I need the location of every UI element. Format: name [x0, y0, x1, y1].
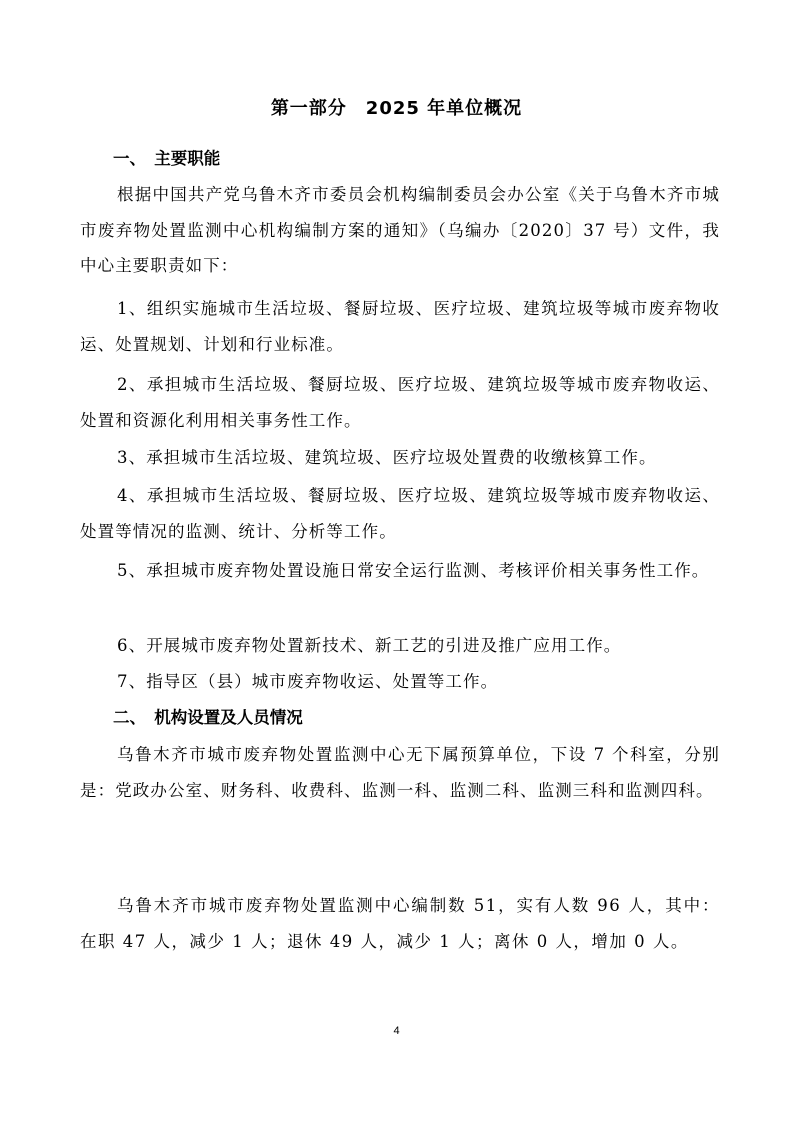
function-item-6: 6、开展城市废弃物处置新技术、新工艺的引进及推广应用工作。 [117, 636, 622, 655]
functions-intro-paragraph: 根据中国共产党乌鲁木齐市委员会机构编制委员会办公室《关于乌鲁木齐市城市废弃物处置监测中心机构编制方案的通知》（乌编办〔2020〕37 号）文件，我中心主要职责如下： [80, 185, 720, 275]
function-item-3: 3、承担城市生活垃圾、建筑垃圾、医疗垃圾处置费的收缴核算工作。 [117, 448, 657, 467]
organization-paragraph: 乌鲁木齐市城市废弃物处置监测中心无下属预算单位，下设 7 个科室，分别是：党政办公室、财务科、收费科、监测一科、监测二科、监测三科和监测四科。 [80, 745, 720, 800]
function-item-2: 2、承担城市生活垃圾、餐厨垃圾、医疗垃圾、建筑垃圾等城市废弃物收运、处置和资源化利用相关事务性工作。 [80, 375, 720, 430]
staffing-paragraph: 乌鲁木齐市城市废弃物处置监测中心编制数 51，实有人数 96 人，其中：在职 47 人，减少 1 人；退休 49 人，减少 1 人；离休 0 人，增加 0 人。 [80, 896, 720, 951]
function-item-1: 1、组织实施城市生活垃圾、餐厨垃圾、医疗垃圾、建筑垃圾等城市废弃物收运、处置规划、计划和行业标准。 [80, 299, 720, 354]
function-item-4: 4、承担城市生活垃圾、餐厨垃圾、医疗垃圾、建筑垃圾等城市废弃物收运、处置等情况的监测、统计、分析等工作。 [80, 486, 720, 541]
function-item-5: 5、承担城市废弃物处置设施日常安全运行监测、考核评价相关事务性工作。 [117, 561, 710, 580]
section-heading-main-functions: 一、 主要职能 [113, 149, 221, 168]
function-item-7: 7、指导区（县）城市废弃物收运、处置等工作。 [117, 672, 499, 691]
page-title: 第一部分 2025 年单位概况 [270, 98, 523, 119]
page-number: 4 [393, 1025, 400, 1037]
section-heading-organization: 二、 机构设置及人员情况 [113, 708, 303, 727]
